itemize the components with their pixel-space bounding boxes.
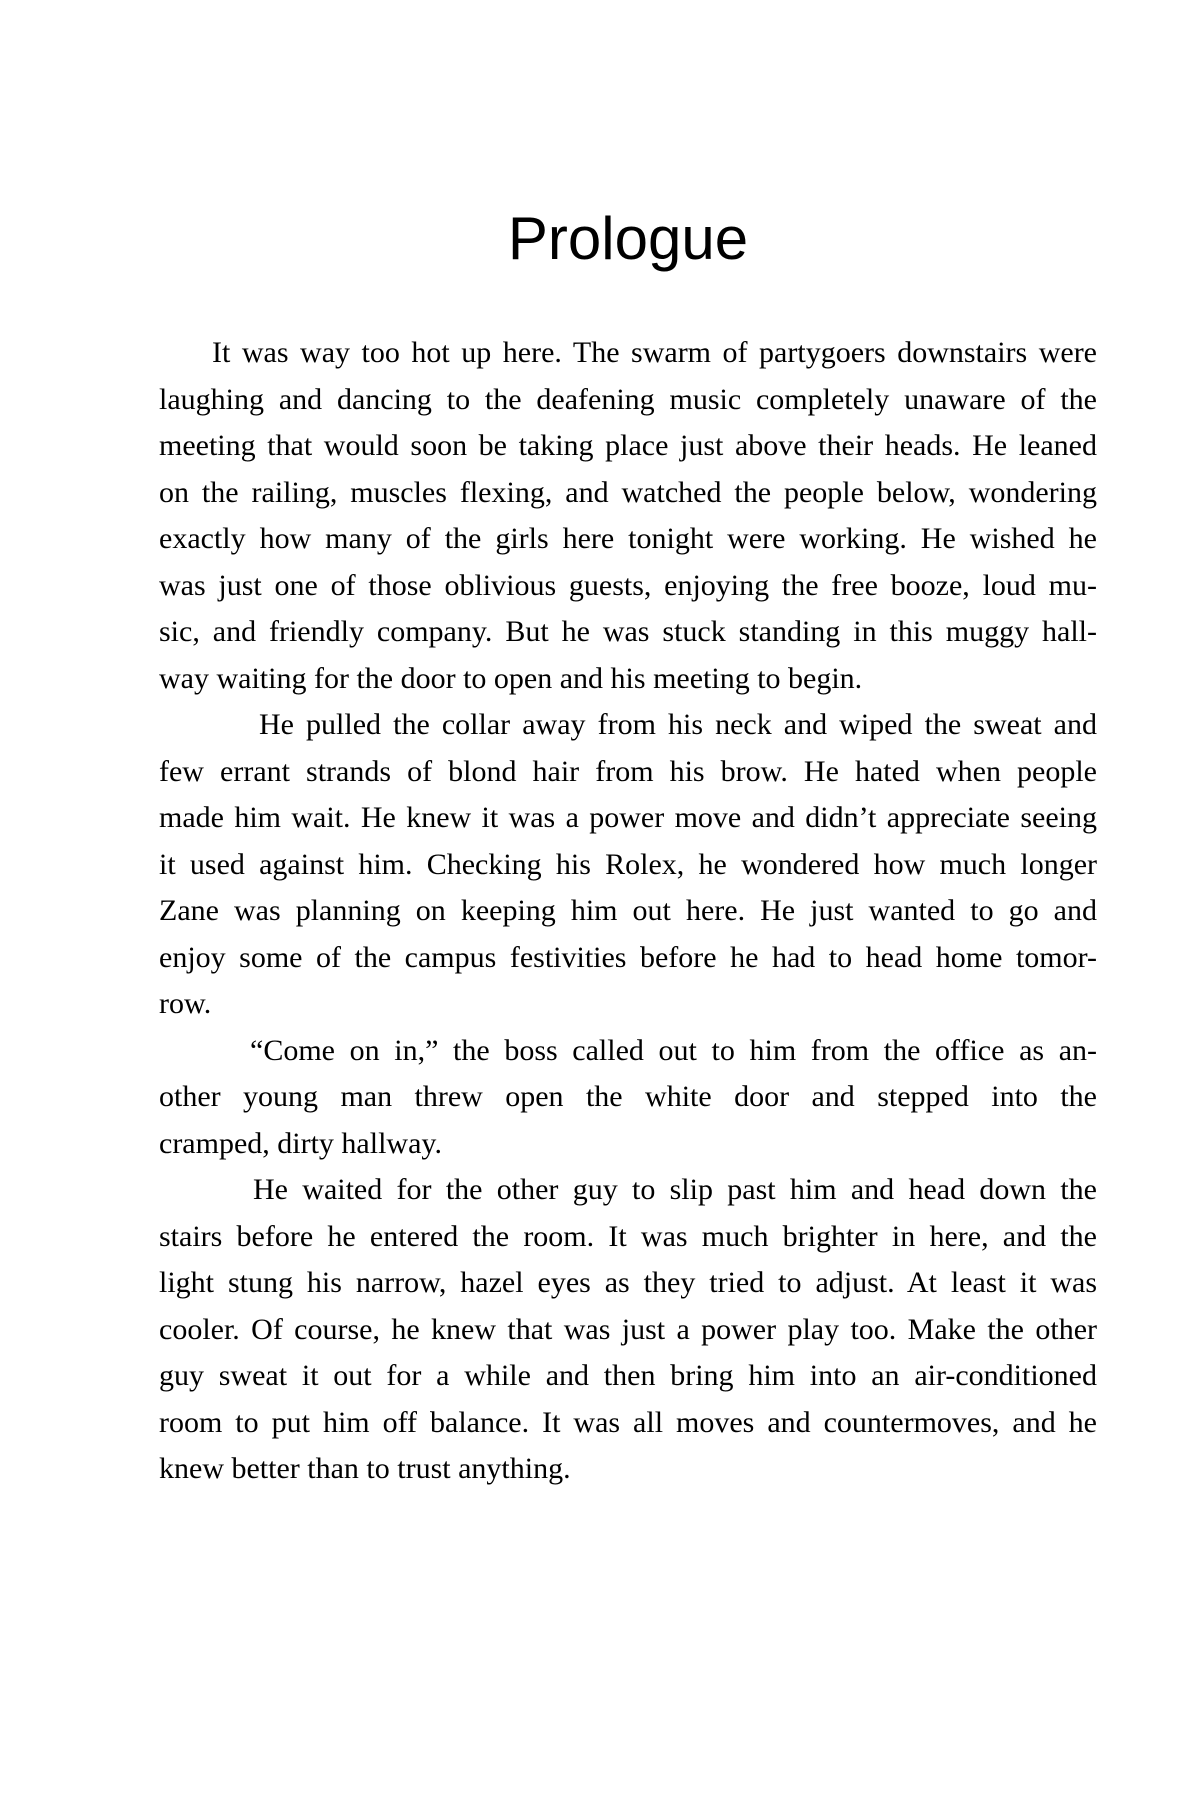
text-line-p1-l8: way waiting for the door to open and his meeting to begin. (159, 661, 863, 695)
text-line-p4-l4: cooler. Of course, he knew that was just a power play too. Make the other (159, 1312, 1097, 1346)
chapter-title: Prologue (507, 205, 749, 272)
text-line-p4-l2: stairs before he entered the room. It was much brighter in here, and the (159, 1219, 1097, 1253)
text-line-p2-l3: made him wait. He knew it was a power move and didn’t appreciate seeing (159, 801, 1097, 834)
text-line-p4-l5: guy sweat it out for a while and then bring him into an air-conditioned (159, 1359, 1097, 1392)
text-line-p1-l1: It was way too hot up here. The swarm of partygoers downstairs were (212, 336, 1097, 369)
body-text (159, 330, 1097, 1493)
text-line-p1-l5: exactly how many of the girls here tonight were working. He wished he (159, 522, 1097, 555)
text-line-p2-l6: enjoy some of the campus festivities before he had to head home tomor- (159, 940, 1097, 974)
text-line-p1-l2: laughing and dancing to the deafening music completely unaware of the (159, 382, 1097, 416)
text-line-p1-l6: was just one of those oblivious guests, enjoying the free booze, loud mu- (159, 568, 1097, 602)
text-line-p4-l7: knew better than to trust anything. (159, 1452, 571, 1485)
text-line-p4-l1: He waited for the other guy to slip past him and head down the (253, 1173, 1097, 1206)
text-line-p1-l4: on the railing, muscles flexing, and watched the people below, wondering (159, 475, 1097, 509)
text-line-p3-l1: “Come on in,” the boss called out to him from the office as an- (250, 1033, 1097, 1067)
text-line-p4-l3: light stung his narrow, hazel eyes as they tried to adjust. At least it was (159, 1266, 1097, 1299)
text-line-p3-l2: other young man threw open the white door and stepped into the (159, 1080, 1097, 1113)
text-line-p2-l4: it used against him. Checking his Rolex, he wondered how much longer (159, 847, 1097, 881)
text-line-p2-l7: row. (159, 987, 212, 1020)
text-line-p2-l1: He pulled the collar away from his neck and wiped the sweat and (259, 708, 1097, 741)
text-line-p3-l3: cramped, dirty hallway. (159, 1126, 442, 1160)
text-line-p4-l6: room to put him off balance. It was all moves and countermoves, and he (159, 1405, 1097, 1439)
text-line-p2-l2: few errant strands of blond hair from his brow. He hated when people (159, 754, 1097, 788)
text-line-p1-l7: sic, and friendly company. But he was stuck standing in this muggy hall- (159, 615, 1097, 648)
text-line-p1-l3: meeting that would soon be taking place just above their heads. He leaned (159, 429, 1097, 462)
text-line-p2-l5: Zane was planning on keeping him out here. He just wanted to go and (159, 894, 1097, 927)
